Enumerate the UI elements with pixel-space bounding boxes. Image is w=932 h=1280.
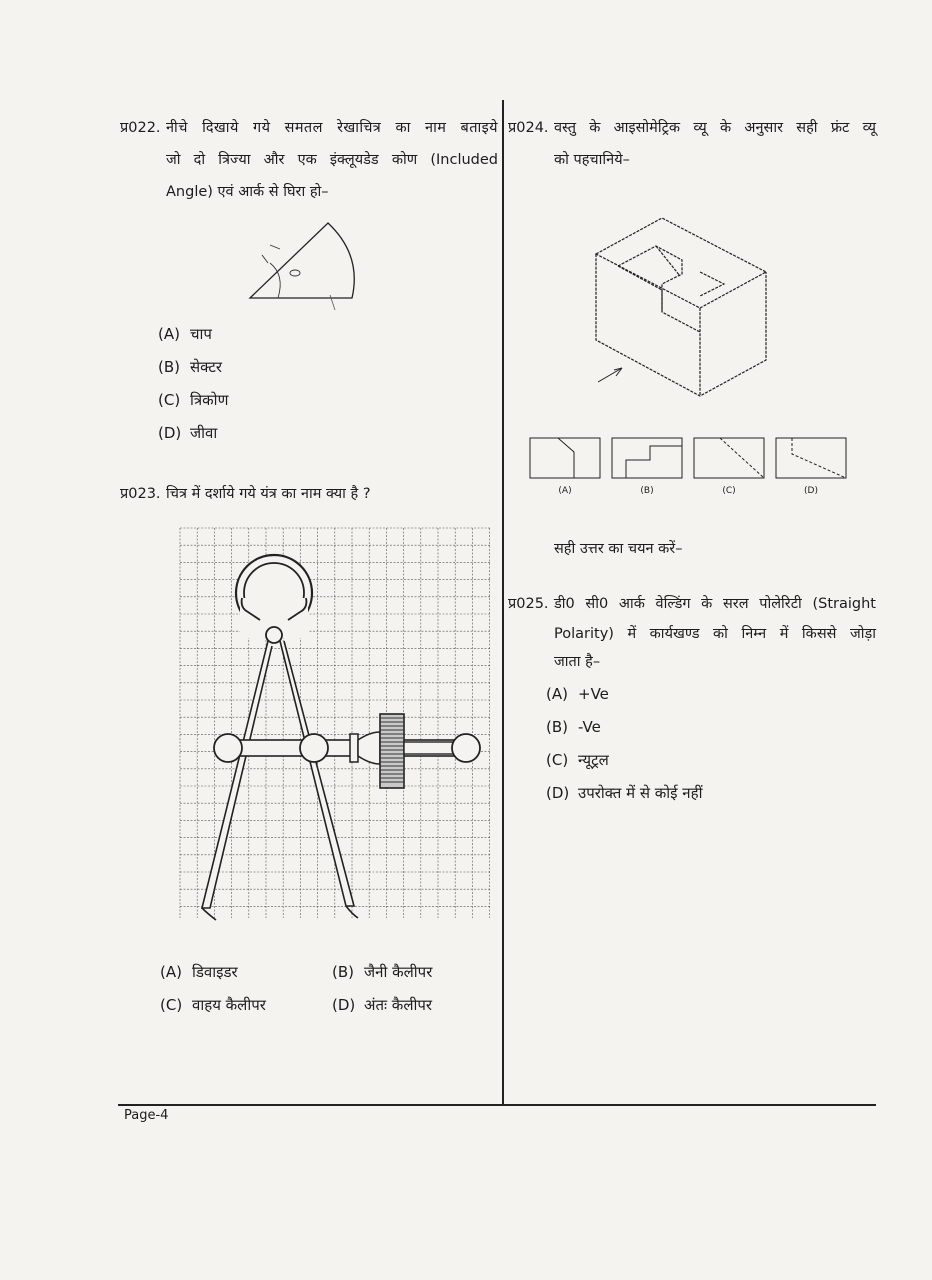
view-label-c[interactable]: (C) [722,486,736,496]
q22-line2: जो दो त्रिज्या और एक इंक्लूयडेड कोण (Included [166,152,498,168]
q25-line1: डी0 सी0 आर्क वेल्डिंग के सरल पोलेरिटी (Straight [554,596,876,612]
caliper-figure [180,528,492,920]
view-label-b[interactable]: (B) [640,486,654,496]
q23-option-a[interactable]: (A) डिवाइडर [160,963,238,981]
q25-option-d[interactable]: (D) उपरोक्त में से कोई नहीं [546,784,703,802]
q23-options-right [332,956,432,1022]
q23-number: प्र023. [120,486,161,502]
q22-option-c[interactable]: (C) त्रिकोण [158,391,229,409]
sector-figure [240,215,380,315]
page-number: Page-4 [124,1108,169,1123]
q23-option-c[interactable]: (C) वाहय कैलीपर [160,996,266,1014]
q22-option-d[interactable]: (D) जीवा [158,424,218,442]
column-divider [502,100,504,1105]
q22-options [158,318,228,450]
q25-number: प्र025. [508,596,549,612]
q25-option-c[interactable]: (C) न्यूट्रल [546,751,609,769]
q25-option-b[interactable]: (B) -Ve [546,718,601,736]
isometric-figure [590,212,780,402]
view-c [694,438,764,478]
q25-line2: Polarity) में कार्यखण्ड को निम्न में किससे जोड़ा [554,626,876,642]
q22-number: प्र022. [120,120,161,136]
view-label-a[interactable]: (A) [558,486,572,496]
q25-line3: जाता है– [554,654,601,670]
q24-line2: को पहचानिये– [554,152,630,168]
q24-number: प्र024. [508,120,549,136]
q22-line3: Angle) एवं आर्क से घिरा हो– [166,184,329,200]
q23-option-d[interactable]: (D) अंतः कैलीपर [332,996,433,1014]
view-label-d[interactable]: (D) [804,486,818,496]
q23-options-left [160,956,266,1022]
q25-options [546,678,702,810]
q22-option-b[interactable]: (B) सेक्टर [158,358,223,376]
view-d [776,438,846,478]
q24-instruction: सही उत्तर का चयन करें– [554,541,683,557]
q23-option-b[interactable]: (B) जैनी कैलीपर [332,963,433,981]
q23-text: चित्र में दर्शाये गये यंत्र का नाम क्या है ? [166,486,371,502]
front-view-options [528,436,848,480]
view-a [530,438,600,478]
footer-rule [118,1104,876,1106]
view-b [612,438,682,478]
q22-line1: नीचे दिखाये गये समतल रेखाचित्र का नाम बताइये [166,120,498,136]
q24-line1: वस्तु के आइसोमेट्रिक व्यू के अनुसार सही फ्रंट व्यू [554,120,876,136]
q22-option-a[interactable]: (A) चाप [158,325,212,343]
q25-option-a[interactable]: (A) +Ve [546,685,609,703]
